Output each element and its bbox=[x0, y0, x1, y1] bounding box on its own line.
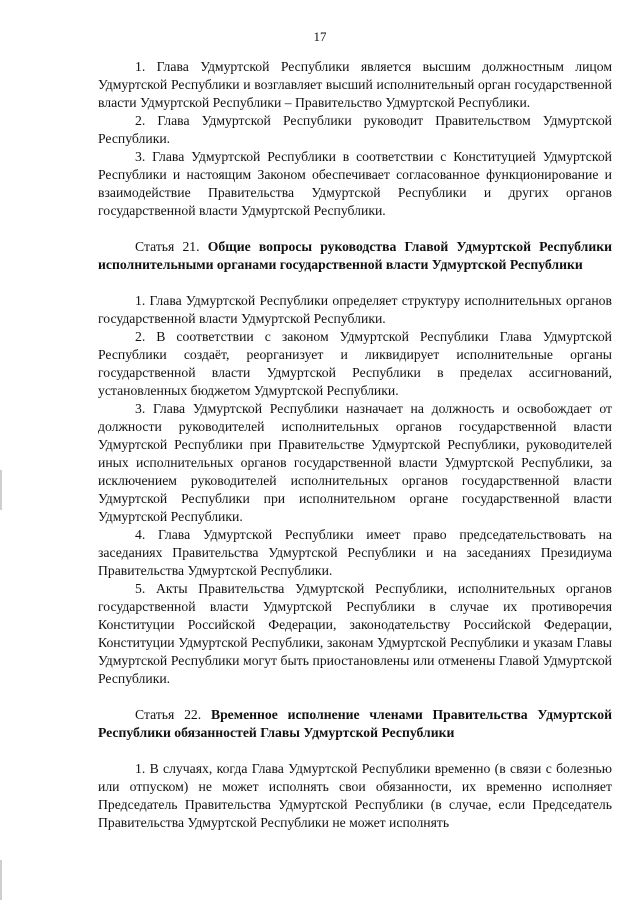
paragraph: 2. В соответствии с законом Удмуртской Республики Глава Удмуртской Республики создаёт, реорганизует и ликвидирует исполнительные органы государственной власти Удмуртской Республики в пределах ассигнований, установленных бюджетом Удмуртской Республики. bbox=[98, 329, 612, 398]
article-heading bbox=[98, 238, 612, 274]
page-number: 17 bbox=[313, 29, 327, 44]
paragraph: 3. Глава Удмуртской Республики в соответствии с Конституцией Удмуртской Республики и настоящим Законом обеспечивает согласованное функционирование и взаимодействие Правительства Удмуртской Республики и других органов государственной власти Удмуртской Республики. bbox=[98, 149, 612, 218]
paragraph: 2. Глава Удмуртской Республики руководит Правительством Удмуртской Республики. bbox=[98, 113, 612, 146]
scan-edge-mark bbox=[0, 470, 2, 510]
paragraph: 3. Глава Удмуртской Республики назначает на должность и освобождает от должности руководителей исполнительных органов государственной власти Удмуртской Республики при Правительстве Удмуртской Республики, руководителей иных исполнительных органов государственной власти Удмуртской Республики, за исключением руководителей исполнительных органов государственной власти Удмуртской Республики при исполнительном органе государственной власти Удмуртской Республики. bbox=[98, 401, 612, 524]
article-number: Статья 21. bbox=[135, 239, 208, 254]
paragraph: 1. Глава Удмуртской Республики определяет структуру исполнительных органов государственной власти Удмуртской Республики. bbox=[98, 293, 612, 326]
paragraph: 1. Глава Удмуртской Республики является высшим должностным лицом Удмуртской Республики и возглавляет высший исполнительный орган государственной власти Удмуртской Республики – Правительство Удмуртской Республики. bbox=[98, 59, 612, 110]
paragraph: 1. В случаях, когда Глава Удмуртской Республики временно (в связи с болезнью или отпуском) не может исполнять свои обязанности, их временно исполняет Председатель Правительства Удмуртской Республики (в случае, если Председатель Правительства Удмуртской Республики не может исполнять bbox=[98, 761, 612, 830]
article-title: Временное исполнение членами Правительства Удмуртской Республики обязанностей Главы Удмуртской Республики bbox=[98, 707, 612, 740]
paragraph: 5. Акты Правительства Удмуртской Республики, исполнительных органов государственной власти Удмуртской Республики в случае их противоречия Конституции Российской Федерации, законодательству Российской Федерации, Конституции Удмуртской Республики, законам Удмуртской Республики и указам Главы Удмуртской Республики могут быть приостановлены или отменены Главой Удмуртской Республики. bbox=[98, 581, 612, 686]
article-number: Статья 22. bbox=[135, 707, 211, 722]
article-heading bbox=[98, 706, 612, 742]
article-title: Общие вопросы руководства Главой Удмуртской Республики исполнительными органами государственной власти Удмуртской Республики bbox=[98, 239, 613, 272]
document-body bbox=[98, 58, 612, 832]
scan-edge-mark bbox=[0, 860, 2, 900]
paragraph: 4. Глава Удмуртской Республики имеет право председательствовать на заседаниях Правительства Удмуртской Республики и на заседаниях Президиума Правительства Удмуртской Республики. bbox=[98, 527, 612, 578]
